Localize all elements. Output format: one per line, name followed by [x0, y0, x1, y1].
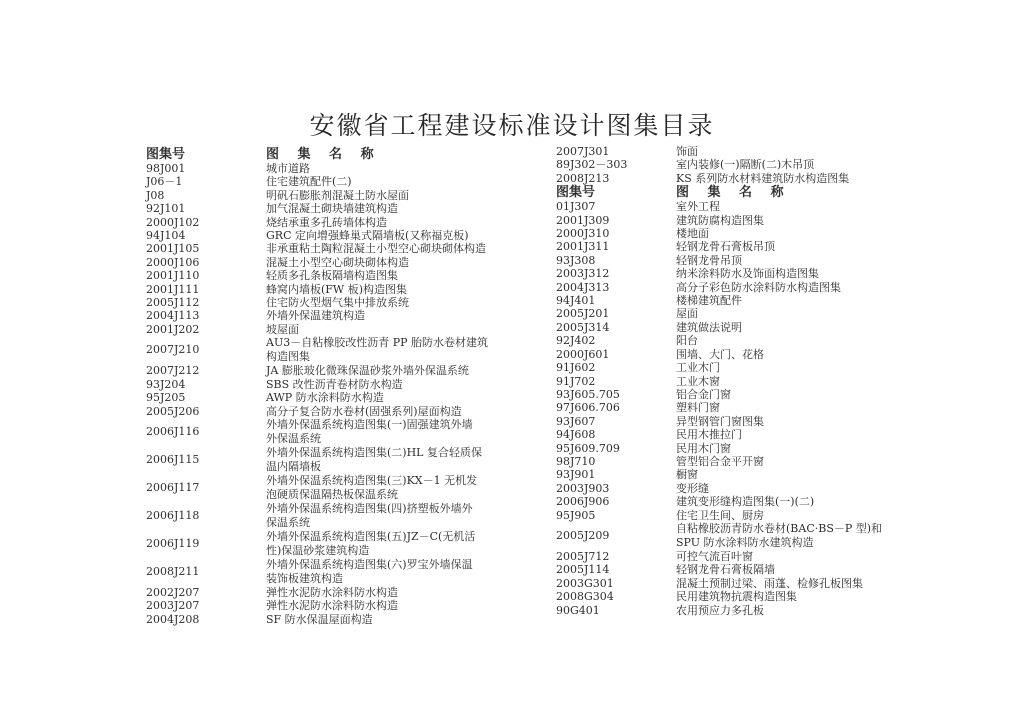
atlas-code: 2000J102: [146, 215, 200, 229]
column-header-name: 图 集 名 称: [266, 147, 381, 162]
atlas-code: 92J402: [556, 334, 596, 348]
catalog-row: [146, 378, 546, 391]
atlas-code: 2008J213: [556, 171, 610, 185]
atlas-name: 外墙外保温系统构造图集(六)罗宝外墙保温 装饰板建筑构造: [266, 557, 473, 585]
catalog-column-right: [556, 145, 956, 617]
atlas-name: 住宅建筑配件(二): [266, 175, 352, 189]
catalog-header-row: [556, 185, 956, 200]
atlas-code: 2008G304: [556, 590, 614, 604]
catalog-row: [556, 361, 956, 374]
catalog-row: [146, 405, 546, 418]
atlas-name: 弹性水泥防水涂料防水构造: [266, 599, 398, 613]
atlas-code: 92J101: [146, 202, 186, 216]
atlas-code: 2001J311: [556, 240, 610, 254]
catalog-row: [556, 563, 956, 576]
atlas-code: 89J302－303: [556, 158, 628, 172]
atlas-name: 阳台: [676, 334, 698, 348]
atlas-code: 98J001: [146, 162, 186, 175]
atlas-name: 楼梯建筑配件: [676, 294, 742, 308]
catalog-row: [146, 613, 546, 626]
atlas-name: 轻钢龙骨石膏板吊顶: [676, 240, 775, 254]
atlas-code: 94J401: [556, 294, 596, 308]
atlas-code: J06－1: [146, 175, 183, 189]
atlas-name: 外墙外保温系统构造图集(二)HL 复合轻质保 温内隔墙板: [266, 445, 482, 473]
catalog-row: [556, 158, 956, 171]
atlas-code: 2006J116: [146, 424, 200, 438]
catalog-row: [556, 214, 956, 227]
atlas-name: 坡屋面: [266, 322, 299, 336]
catalog-row: [556, 415, 956, 428]
atlas-name: 城市道路: [266, 162, 310, 175]
atlas-code: 2005J712: [556, 549, 610, 563]
atlas-name: 加气混凝土砌块墙建筑构造: [266, 202, 398, 216]
catalog-row: [556, 388, 956, 401]
atlas-name: 高分子彩色防水涂料防水构造图集: [676, 280, 841, 294]
atlas-code: 2001J105: [146, 242, 200, 256]
atlas-code: 2001J111: [146, 282, 200, 296]
atlas-code: 95J905: [556, 508, 596, 522]
catalog-row: [146, 202, 546, 215]
catalog-row: [146, 418, 546, 446]
atlas-name: 外墙外保温系统构造图集(一)固强建筑外墙 外保温系统: [266, 417, 473, 445]
atlas-name: 外墙外保温系统构造图集(五)JZ－C(无机活 性)保温砂浆建筑构造: [266, 529, 476, 557]
atlas-code: 2006J117: [146, 480, 200, 494]
catalog-row: [146, 242, 546, 255]
catalog-header-row: [146, 147, 546, 162]
atlas-name: 外墙外保温建筑构造: [266, 309, 365, 323]
atlas-code: 2005J209: [556, 528, 610, 542]
atlas-name: 铝合金门窗: [676, 387, 731, 401]
atlas-code: 91J602: [556, 361, 596, 375]
atlas-code: 93J308: [556, 253, 596, 267]
atlas-code: 2007J212: [146, 364, 200, 378]
catalog-row: [146, 309, 546, 322]
atlas-code: 93J901: [556, 468, 596, 482]
atlas-name: 住宅防火型烟气集中排放系统: [266, 296, 409, 310]
catalog-row: [556, 604, 956, 617]
catalog-row: [556, 227, 956, 240]
atlas-code: 2002J207: [146, 585, 200, 599]
atlas-name: 饰面: [676, 145, 698, 158]
atlas-code: 2001J202: [146, 322, 200, 336]
atlas-name: SF 防水保温屋面构造: [266, 612, 373, 626]
catalog-row: [146, 296, 546, 309]
atlas-code: 2001J309: [556, 213, 610, 227]
atlas-name: JA 膨胀玻化微珠保温砂浆外墙外保温系统: [266, 364, 469, 378]
atlas-name: 工业木门: [676, 361, 720, 375]
catalog-row: [556, 428, 956, 441]
catalog-row: [146, 530, 546, 558]
atlas-code: 93J204: [146, 377, 186, 391]
catalog-row: [556, 522, 956, 550]
catalog-row: [556, 482, 956, 495]
atlas-name: 室外工程: [676, 200, 720, 214]
atlas-name: 蜂窝内墙板(FW 板)构造图集: [266, 282, 408, 296]
atlas-code: 2001J110: [146, 269, 200, 283]
atlas-code: 98J710: [556, 454, 596, 468]
catalog-row: [146, 283, 546, 296]
atlas-name: 明矾石膨胀剂混凝土防水屋面: [266, 188, 409, 202]
atlas-name: 纳米涂料防水及饰面构造图集: [676, 267, 819, 281]
atlas-code: 94J104: [146, 229, 186, 243]
atlas-name: 轻钢龙骨吊顶: [676, 253, 742, 267]
atlas-name: 民用木推拉门: [676, 428, 742, 442]
atlas-code: 94J608: [556, 428, 596, 442]
atlas-name: AWP 防水涂料防水构造: [266, 391, 384, 405]
catalog-row: [556, 455, 956, 468]
atlas-name: SBS 改性沥青卷材防水构造: [266, 377, 403, 391]
catalog-row: [556, 145, 956, 158]
atlas-name: 混凝土预制过梁、雨蓬、检修孔板图集: [676, 576, 863, 590]
catalog-row: [556, 590, 956, 603]
catalog-row: [146, 269, 546, 282]
atlas-code: 2003J312: [556, 267, 610, 281]
atlas-name: 建筑做法说明: [676, 320, 742, 334]
catalog-row: [556, 509, 956, 522]
atlas-code: 2005J314: [556, 320, 610, 334]
atlas-name: 变形缝: [676, 481, 709, 495]
atlas-code: 91J702: [556, 374, 596, 388]
atlas-code: 2006J118: [146, 508, 200, 522]
catalog-row: [556, 550, 956, 563]
catalog-row: [556, 468, 956, 481]
atlas-code: 2004J313: [556, 280, 610, 294]
atlas-code: 2003J903: [556, 481, 610, 495]
catalog-row: [556, 294, 956, 307]
catalog-column-left: [146, 147, 546, 626]
catalog-row: [556, 307, 956, 320]
atlas-code: 01J307: [556, 200, 596, 214]
atlas-name: 农用预应力多孔板: [676, 603, 764, 617]
column-header-code: 图集号: [556, 185, 596, 201]
catalog-row: [556, 172, 956, 185]
atlas-code: 95J205: [146, 391, 186, 405]
catalog-row: [146, 474, 546, 502]
atlas-name: 异型钢管门窗图集: [676, 414, 764, 428]
atlas-name: GRC 定向增强蜂巢式隔墙板(又称福克板): [266, 229, 469, 243]
atlas-name: 自粘橡胶沥青防水卷材(BAC·BS－P 型)和 SPU 防水涂料防水建筑构造: [676, 521, 883, 549]
atlas-code: 2005J114: [556, 563, 610, 577]
catalog-row: [146, 162, 546, 175]
catalog-row: [146, 558, 546, 586]
catalog-row: [556, 375, 956, 388]
atlas-code: 2000J601: [556, 347, 610, 361]
catalog-row: [146, 189, 546, 202]
atlas-code: 97J606.706: [556, 401, 620, 415]
catalog-row: [556, 334, 956, 347]
atlas-name: 混凝土小型空心砌块砌体构造: [266, 255, 409, 269]
atlas-name: AU3－自粘橡胶改性沥青 PP 胎防水卷材建筑 构造图集: [266, 336, 489, 364]
catalog-row: [556, 577, 956, 590]
atlas-code: 93J605.705: [556, 387, 620, 401]
atlas-name: 围墙、大门、花格: [676, 347, 764, 361]
atlas-name: KS 系列防水材料建筑防水构造图集: [676, 171, 850, 185]
atlas-name: 轻质多孔条板隔墙构造图集: [266, 269, 398, 283]
atlas-name: 民用建筑物抗震构造图集: [676, 590, 797, 604]
catalog-row: [146, 364, 546, 377]
catalog-row: [556, 267, 956, 280]
atlas-name: 非承重粘土陶粒混凝土小型空心砌块砌体构造: [266, 242, 486, 256]
catalog-row: [146, 175, 546, 188]
atlas-code: 2006J119: [146, 536, 200, 550]
catalog-row: [146, 391, 546, 404]
catalog-row: [146, 216, 546, 229]
atlas-name: 住宅卫生间、厨房: [676, 508, 764, 522]
atlas-name: 民用木门窗: [676, 441, 731, 455]
atlas-name: 烧结承重多孔砖墙体构造: [266, 215, 387, 229]
atlas-code: 95J609.709: [556, 441, 620, 455]
atlas-name: 弹性水泥防水涂料防水构造: [266, 585, 398, 599]
atlas-code: 2000J106: [146, 255, 200, 269]
catalog-row: [556, 200, 956, 213]
catalog-row: [146, 323, 546, 336]
atlas-code: 2007J301: [556, 145, 610, 158]
catalog-row: [556, 401, 956, 414]
atlas-name: 可控气流百叶窗: [676, 549, 753, 563]
catalog-row: [556, 348, 956, 361]
atlas-code: 2004J208: [146, 612, 200, 626]
atlas-name: 建筑防腐构造图集: [676, 213, 764, 227]
atlas-code: 2005J112: [146, 296, 200, 310]
atlas-code: J08: [146, 188, 165, 202]
atlas-name: 管型铝合金平开窗: [676, 454, 764, 468]
atlas-name: 橱窗: [676, 468, 698, 482]
atlas-code: 2003J207: [146, 599, 200, 613]
atlas-code: 2005J206: [146, 404, 200, 418]
atlas-code: 2004J113: [146, 309, 200, 323]
atlas-name: 屋面: [676, 307, 698, 321]
catalog-row: [146, 599, 546, 612]
atlas-name: 外墙外保温系统构造图集(三)KX－1 无机发 泡硬质保温隔热板保温系统: [266, 473, 478, 501]
atlas-code: 2003G301: [556, 576, 614, 590]
catalog-row: [556, 254, 956, 267]
catalog-row: [556, 240, 956, 253]
catalog-row: [146, 256, 546, 269]
atlas-name: 高分子复合防水卷材(固强系列)屋面构造: [266, 404, 462, 418]
catalog-row: [146, 446, 546, 474]
atlas-code: 2007J210: [146, 343, 200, 357]
atlas-name: 楼地面: [676, 227, 709, 241]
atlas-code: 90G401: [556, 603, 600, 617]
atlas-name: 工业木窗: [676, 374, 720, 388]
atlas-name: 室内装修(一)隔断(二)木吊顶: [676, 158, 815, 172]
catalog-row: [556, 281, 956, 294]
atlas-name: 轻钢龙骨石膏板隔墙: [676, 563, 775, 577]
catalog-row: [146, 502, 546, 530]
atlas-name: 塑料门窗: [676, 401, 720, 415]
page-title: 安徽省工程建设标准设计图集目录: [309, 111, 715, 140]
atlas-code: 2005J201: [556, 307, 610, 321]
catalog-row: [146, 336, 546, 364]
catalog-row: [556, 321, 956, 334]
atlas-name: 外墙外保温系统构造图集(四)挤塑板外墙外 保温系统: [266, 501, 473, 529]
catalog-row: [146, 586, 546, 599]
column-header-code: 图集号: [146, 147, 186, 162]
catalog-row: [556, 442, 956, 455]
atlas-code: 93J607: [556, 414, 596, 428]
catalog-row: [556, 495, 956, 508]
atlas-code: 2000J310: [556, 227, 610, 241]
catalog-row: [146, 229, 546, 242]
atlas-code: 2008J211: [146, 564, 200, 578]
atlas-code: 2006J906: [556, 495, 610, 509]
column-header-name: 图 集 名 称: [676, 185, 791, 201]
atlas-code: 2006J115: [146, 452, 200, 466]
atlas-name: 建筑变形缝构造图集(一)(二): [676, 495, 815, 509]
